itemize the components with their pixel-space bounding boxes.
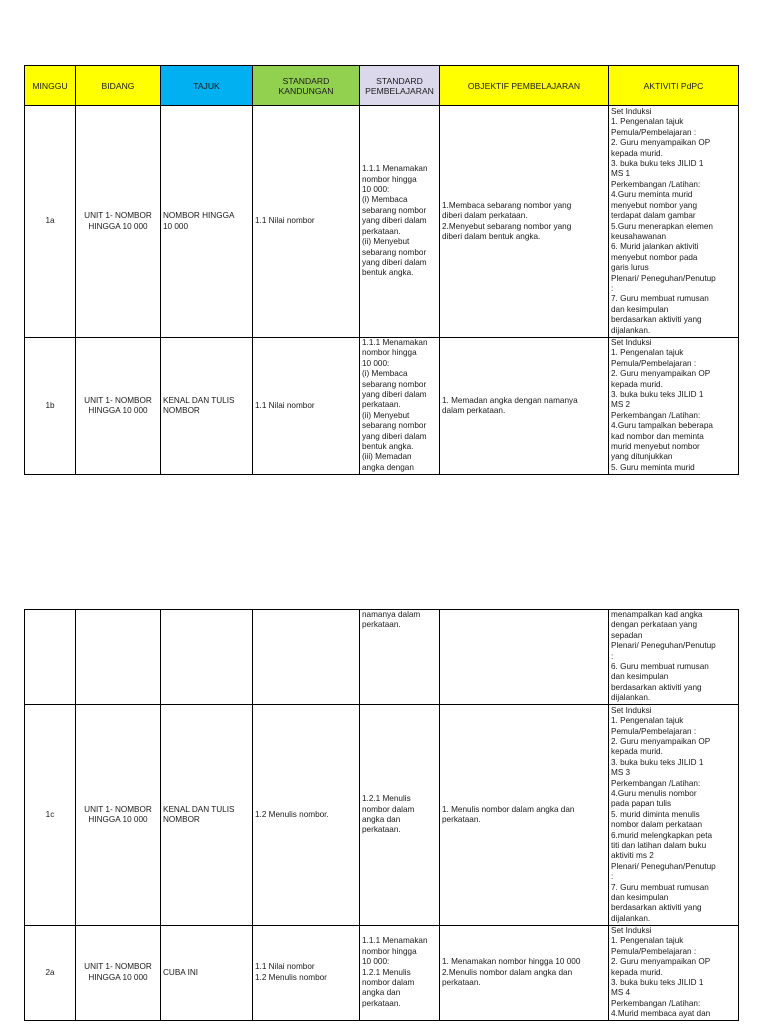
standard-kandungan-cell: [253, 610, 360, 705]
table-row: [25, 610, 739, 705]
bidang-cell: UNIT 1- NOMBOR HINGGA 10 000: [76, 705, 161, 926]
standard-pembelajaran-cell: namanya dalam perkataan.: [360, 610, 440, 705]
header-aktiviti: AKTIVITI PdPC: [609, 66, 739, 106]
aktiviti-cell: Set Induksi 1. Pengenalan tajuk Pemula/Pembelajaran : 2. Guru menyampaikan OP kepada murid. 3. buka buku teks JILID 1 MS 4 Perkembangan /Latihan: 4.Murid membaca ayat dan: [609, 926, 739, 1021]
objektif-cell: [440, 610, 609, 705]
lesson-plan-table-1: [24, 65, 739, 475]
lesson-plan-table-2: [24, 609, 739, 1021]
aktiviti-cell: Set Induksi 1. Pengenalan tajuk Pemula/Pembelajaran : 2. Guru menyampaikan OP kepada murid. 3. buka buku teks JILID 1 MS 1 Perkembangan /Latihan: 4.Guru meminta murid menyebut nombor yang terdapat dalam gambar 5.Guru menerapkan elemen keusahawanan 6. Murid jalankan aktiviti menyebut nombor pada garis lurus Plenari/ Peneguhan/Penutup : 7. Guru membuat rumusan dan kesimpulan berdasarkan aktiviti yang dijalankan.: [609, 106, 739, 338]
aktiviti-cell: menampalkan kad angka dengan perkataan yang sepadan Plenari/ Peneguhan/Penutup : 6. Guru membuat rumusan dan kesimpulan berdasarkan aktiviti yang dijalankan.: [609, 610, 739, 705]
objektif-cell: 1. Menamakan nombor hingga 10 000 2.Menulis nombor dalam angka dan perkataan.: [440, 926, 609, 1021]
objektif-cell: 1. Memadan angka dengan namanya dalam perkataan.: [440, 338, 609, 475]
header-bidang: BIDANG: [76, 66, 161, 106]
bidang-cell: UNIT 1- NOMBOR HINGGA 10 000: [76, 338, 161, 475]
bidang-cell: UNIT 1- NOMBOR HINGGA 10 000: [76, 106, 161, 338]
table-row: [25, 338, 739, 475]
table-row: [25, 705, 739, 926]
header-objektif: OBJEKTIF PEMBELAJARAN: [440, 66, 609, 106]
header-standard-pembelajaran: STANDARD PEMBELAJARAN: [360, 66, 440, 106]
minggu-cell: 2a: [25, 926, 76, 1021]
header-standard-kandungan: STANDARD KANDUNGAN: [253, 66, 360, 106]
standard-pembelajaran-cell: 1.1.1 Menamakan nombor hingga 10 000: (i) Membaca sebarang nombor yang diberi dalam perkataan. (ii) Menyebut sebarang nombor yang diberi dalam bentuk angka. (iii) Memadan angka dengan: [360, 338, 440, 475]
header-tajuk: TAJUK: [161, 66, 253, 106]
table-row: [25, 106, 739, 338]
minggu-cell: 1a: [25, 106, 76, 338]
objektif-cell: 1. Menulis nombor dalam angka dan perkataan.: [440, 705, 609, 926]
bidang-cell: UNIT 1- NOMBOR HINGGA 10 000: [76, 926, 161, 1021]
table-body: [25, 610, 739, 1021]
standard-kandungan-cell: 1.2 Menulis nombor.: [253, 705, 360, 926]
minggu-cell: 1b: [25, 338, 76, 475]
tajuk-cell: [161, 610, 253, 705]
header-minggu: MINGGU: [25, 66, 76, 106]
standard-kandungan-cell: 1.1 Nilai nombor 1.2 Menulis nombor: [253, 926, 360, 1021]
tajuk-cell: NOMBOR HINGGA 10 000: [161, 106, 253, 338]
bidang-cell: [76, 610, 161, 705]
tajuk-cell: KENAL DAN TULIS NOMBOR: [161, 338, 253, 475]
standard-pembelajaran-cell: 1.1.1 Menamakan nombor hingga 10 000: 1.2.1 Menulis nombor dalam angka dan perkataan.: [360, 926, 440, 1021]
aktiviti-cell: Set Induksi 1. Pengenalan tajuk Pemula/Pembelajaran : 2. Guru menyampaikan OP kepada murid. 3. buka buku teks JILID 1 MS 2 Perkembangan /Latihan: 4.Guru tampalkan beberapa kad nombor dan meminta murid menyebut nombor yang ditunjukkan 5. Guru meminta murid: [609, 338, 739, 475]
table-body: [25, 106, 739, 475]
standard-kandungan-cell: 1.1 Nilai nombor: [253, 106, 360, 338]
tajuk-cell: CUBA INI: [161, 926, 253, 1021]
aktiviti-cell: Set Induksi 1. Pengenalan tajuk Pemula/Pembelajaran : 2. Guru menyampaikan OP kepada murid. 3. buka buku teks JILID 1 MS 3 Perkembangan /Latihan: 4.Guru menulis nombor pada papan tulis 5. murid diminta menulis nombor dalam perkataan 6.murid melengkapkan peta titi dan latihan dalam buku aktiviti ms 2 Plenari/ Peneguhan/Penutup : 7. Guru membuat rumusan dan kesimpulan berdasarkan aktiviti yang dijalankan.: [609, 705, 739, 926]
tajuk-cell: KENAL DAN TULIS NOMBOR: [161, 705, 253, 926]
table-row: [25, 926, 739, 1021]
minggu-cell: [25, 610, 76, 705]
standard-pembelajaran-cell: 1.1.1 Menamakan nombor hingga 10 000: (i) Membaca sebarang nombor yang diberi dalam perkataan. (ii) Menyebut sebarang nombor yang diberi dalam bentuk angka.: [360, 106, 440, 338]
standard-kandungan-cell: 1.1 Nilai nombor: [253, 338, 360, 475]
lesson-plan-table: [24, 65, 739, 475]
objektif-cell: 1.Membaca sebarang nombor yang diberi dalam perkataan. 2.Menyebut sebarang nombor yang diberi dalam bentuk angka.: [440, 106, 609, 338]
minggu-cell: 1c: [25, 705, 76, 926]
standard-pembelajaran-cell: 1.2.1 Menulis nombor dalam angka dan perkataan.: [360, 705, 440, 926]
lesson-plan-table-continued: [24, 609, 739, 1021]
